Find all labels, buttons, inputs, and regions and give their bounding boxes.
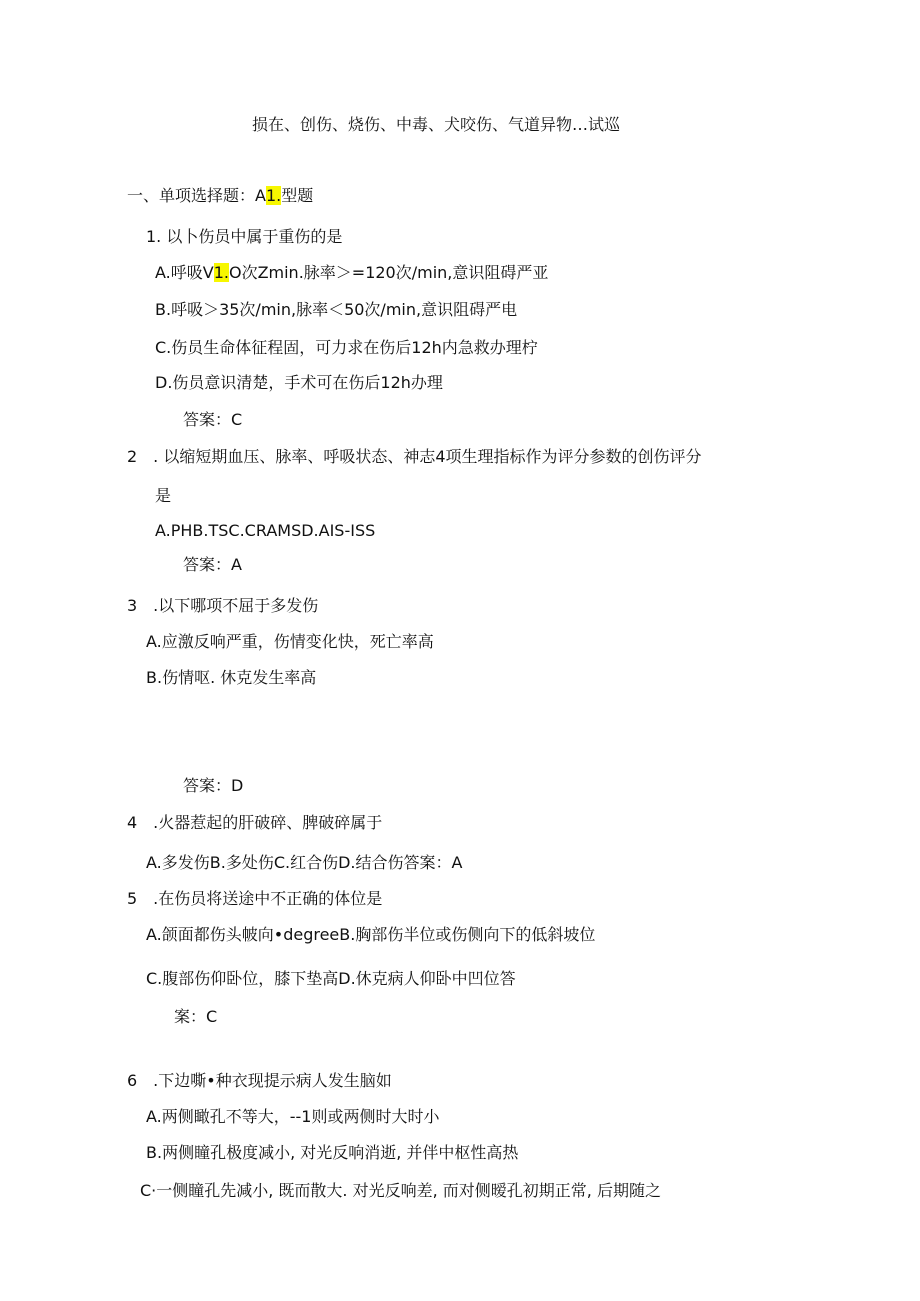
q6-option-b: B.两侧瞳孔极度减小, 对光反响消逝, 并伴中枢性高热 xyxy=(146,1143,519,1162)
q5-answer: 案：C xyxy=(174,1007,218,1026)
section-heading xyxy=(127,185,313,207)
q1-stem: 1. 以卜伤员中属于重伤的是 xyxy=(146,227,343,246)
q1-option-a-pre: A.呼吸V xyxy=(155,263,214,282)
q6-stem: 6 .下边嘶•种衣现提示病人发生脑如 xyxy=(127,1071,392,1090)
section-highlight: 1. xyxy=(265,186,282,205)
q2-options: A.PHB.TSC.CRAMSD.AIS-ISS xyxy=(155,521,376,540)
q2-stem: 2 . 以缩短期血压、脉率、呼吸状态、神志4项生理指标作为评分参数的创伤评分 xyxy=(127,447,702,466)
q3-stem: 3 .以下哪项不屈于多发伤 xyxy=(127,596,319,615)
q4-stem: 4 .火器惹起的肝破碎、脾破碎属于 xyxy=(127,813,383,832)
q6-option-a: A.两侧瞰孔不等大，--1则或两侧时大时小 xyxy=(146,1107,440,1126)
q6-option-c: C·一侧瞳孔先减小, 既而散大. 对光反响差, 而对侧暧孔初期正常, 后期随之 xyxy=(140,1181,661,1200)
q1-option-d: D.伤员意识清楚，手术可在伤后12h办理 xyxy=(155,373,443,392)
section-prefix: 一、单项选择题：A xyxy=(127,186,266,205)
q1-option-b: B.呼吸＞35次/min,脉率＜50次/min,意识阻碍严电 xyxy=(155,300,518,319)
q5-options-ab: A.颌面都伤头帔向•degreeB.胸部伤半位或伤侧向下的低斜坡位 xyxy=(146,925,596,944)
q5-stem: 5 .在伤员将送途中不正确的体位是 xyxy=(127,889,383,908)
section-suffix: 型题 xyxy=(281,186,314,205)
q2-stem-continued: 是 xyxy=(155,486,172,505)
q2-answer: 答案：A xyxy=(183,555,242,574)
q5-options-cd: C.腹部伤仰卧位，膝下垫高D.休克病人仰卧中凹位答 xyxy=(146,969,516,988)
q1-answer: 答案：C xyxy=(183,410,243,429)
q4-options: A.多发伤B.多处伤C.红合伤D.结合伤答案：A xyxy=(146,853,463,872)
q1-option-c: C.伤员生命体征程固，可力求在伤后12h内急救办理柠 xyxy=(155,338,538,357)
q3-answer: 答案：D xyxy=(183,776,244,795)
q1-option-a-highlight: 1. xyxy=(213,263,229,282)
document-title: 损在、创伤、烧伤、中毒、犬咬伤、气道异物…试巡 xyxy=(252,115,621,134)
q1-option-a xyxy=(155,262,548,284)
q3-option-b: B.伤情呕. 休克发生率高 xyxy=(146,668,317,687)
q1-option-a-post: O次Zmin.脉率＞=120次/min,意识阻碍严亚 xyxy=(228,263,549,282)
q3-option-a: A.应激反响严重，伤情变化快，死亡率高 xyxy=(146,632,434,651)
